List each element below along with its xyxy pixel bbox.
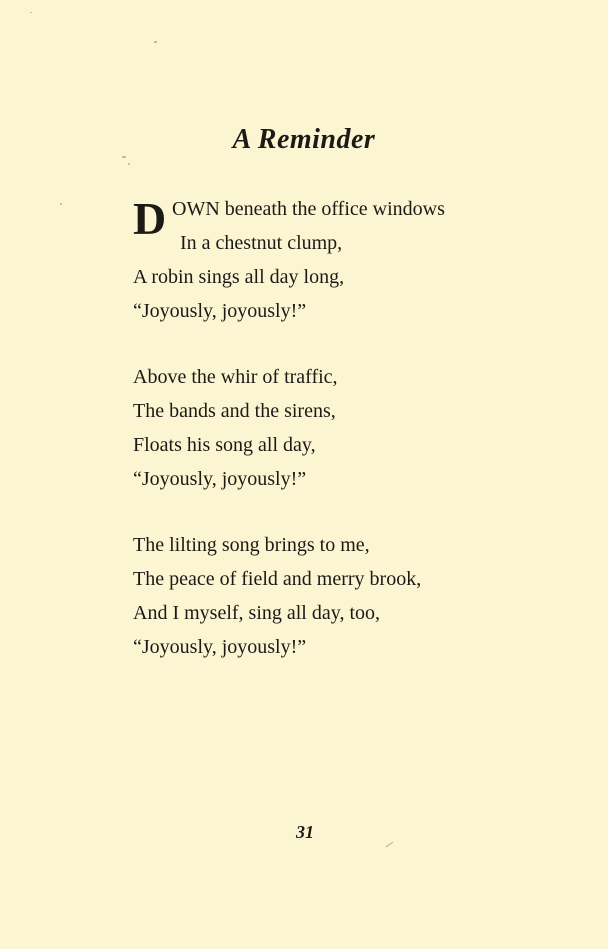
- page-number: 31: [296, 822, 314, 842]
- poem-line: Above the whir of traffic,: [133, 366, 338, 388]
- poem-line: “Joyously, joyously!”: [133, 468, 307, 490]
- paper-speck: [60, 203, 62, 205]
- poem-line: The peace of field and merry brook,: [133, 568, 422, 590]
- poem-line: Floats his song all day,: [133, 434, 316, 456]
- paper-speck: [128, 163, 130, 165]
- first-line-rest: OWN beneath the office windows: [172, 198, 445, 220]
- stanza-3: [133, 528, 421, 664]
- poem-title: [0, 124, 608, 156]
- drop-cap: D: [133, 193, 167, 244]
- poem-line: The lilting song brings to me,: [133, 534, 370, 556]
- poem-title-text: A Reminder: [232, 124, 376, 155]
- poem-line: “Joyously, joyously!”: [133, 300, 307, 322]
- stanza-1: [133, 192, 445, 328]
- paper-speck: [30, 12, 32, 13]
- poem-line: In a chestnut clump,: [180, 232, 343, 254]
- stanza-2: [133, 360, 338, 496]
- poem-line: A robin sings all day long,: [133, 266, 345, 288]
- poem-line: The bands and the sirens,: [133, 400, 336, 422]
- poem-line: “Joyously, joyously!”: [133, 636, 307, 658]
- poem-line: And I myself, sing all day, too,: [133, 602, 381, 624]
- paper-speck: [154, 41, 157, 43]
- paper-speck: [122, 156, 126, 158]
